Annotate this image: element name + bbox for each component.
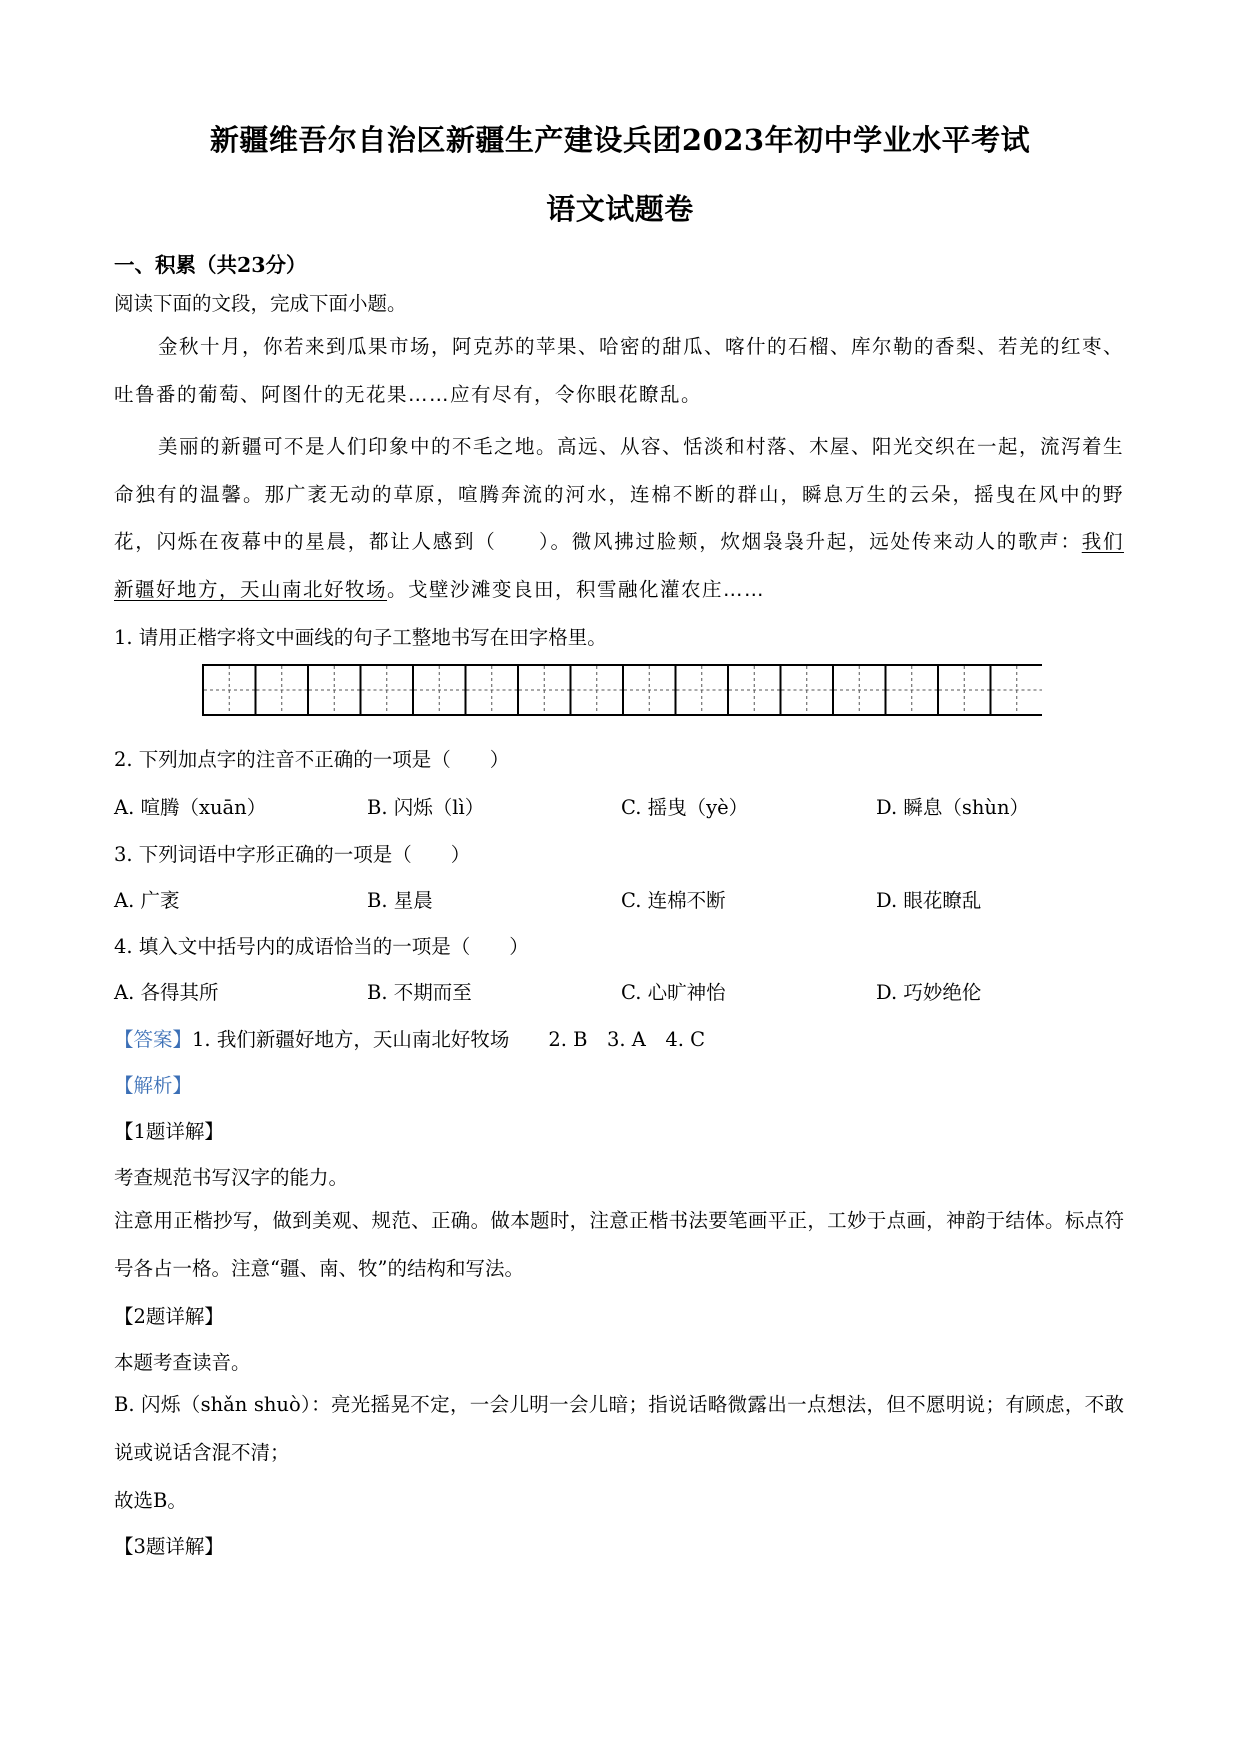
question-4-stem: 4. 填入文中括号内的成语恰当的一项是（ ） (114, 935, 529, 958)
question-1-stem: 1. 请用正楷字将文中画线的句子工整地书写在田字格里。 (114, 626, 607, 649)
grid-cell[interactable] (413, 665, 466, 715)
q4-option-b[interactable]: B. 不期而至 (367, 981, 472, 1004)
q1-detail-paragraph: 注意用正楷抄写，做到美观、规范、正确。做本题时，注意正楷书法要笔画平正，工妙于点画，神韵于结体。标点符号各占一格。注意“疆、南、牧”的结构和写法。 (114, 1209, 1124, 1280)
q2-detail-paragraph: B. 闪烁（shǎn shuò）：亮光摇晃不定，一会儿明一会儿暗；指说话略微露出一点想法，但不愿明说；有顾虑，不敢说或说话含混不清； (114, 1393, 1124, 1464)
q2-option-a[interactable]: A. 喧腾（xuān） (114, 796, 267, 819)
grid-cell[interactable] (466, 665, 519, 715)
passage-paragraph-2 (114, 423, 1124, 613)
q2-option-c[interactable]: C. 摇曳（yè） (621, 796, 749, 819)
q4-option-a[interactable]: A. 各得其所 (114, 981, 219, 1004)
passage-p2-after: 。戈壁沙滩变良田，积雪融化灌农庄…… (387, 577, 766, 601)
q3-option-d[interactable]: D. 眼花瞭乱 (876, 889, 982, 912)
grid-cell[interactable] (728, 665, 781, 715)
grid-cell[interactable] (886, 665, 939, 715)
question-2-stem: 2. 下列加点字的注音不正确的一项是（ ） (114, 748, 510, 771)
grid-cell[interactable] (781, 665, 834, 715)
tianzige-writing-grid[interactable] (202, 664, 1042, 716)
section-heading: 一、积累（共23分） (114, 253, 307, 277)
q2-detail-heading: 【2题详解】 (114, 1305, 224, 1328)
answer-content: 1. 我们新疆好地方，天山南北好牧场 2. B 3. A 4. C (192, 1028, 706, 1051)
q3-option-a[interactable]: A. 广袤 (114, 889, 180, 912)
question-3-stem: 3. 下列词语中字形正确的一项是（ ） (114, 843, 471, 866)
q4-option-d[interactable]: D. 巧妙绝伦 (876, 981, 982, 1004)
grid-cell[interactable] (676, 665, 729, 715)
exam-subtitle: 语文试题卷 (546, 192, 694, 226)
q3-option-c[interactable]: C. 连棉不断 (621, 889, 726, 912)
grid-cell[interactable] (571, 665, 624, 715)
grid-cell[interactable] (623, 665, 676, 715)
passage-p2-before: 美丽的新疆可不是人们印象中的不毛之地。高远、从容、恬淡和村落、木屋、阳光交织在一起，流泻着生命独有的温馨。那广袤无动的草原，喧腾奔流的河水，连棉不断的群山，瞬息万生的云朵，摇曳在风中的野花，闪烁在夜幕中的星晨，都让人感到（ ）。微风拂过脸颊，炊烟袅袅升起，远处传来动人的歌声： (114, 435, 1125, 553)
q1-detail-line: 考查规范书写汉字的能力。 (114, 1166, 349, 1189)
grid-cell[interactable] (938, 665, 991, 715)
grid-cell[interactable] (308, 665, 361, 715)
q4-option-c[interactable]: C. 心旷神怡 (621, 981, 726, 1004)
answer-label: 【答案】 (114, 1028, 193, 1051)
q2-conclusion: 故选B。 (114, 1489, 187, 1512)
grid-cell[interactable] (518, 665, 571, 715)
q2-detail-line: 本题考查读音。 (114, 1351, 251, 1374)
passage-p1-text: 金秋十月，你若来到瓜果市场，阿克苏的苹果、哈密的甜瓜、喀什的石榴、库尔勒的香梨、若羌的红枣、吐鲁番的葡萄、阿图什的无花果……应有尽有，令你眼花瞭乱。 (114, 335, 1125, 406)
exam-title: 新疆维吾尔自治区新疆生产建设兵团2023年初中学业水平考试 (209, 123, 1031, 157)
grid-cell[interactable] (833, 665, 886, 715)
q2-option-d[interactable]: D. 瞬息（shùn） (876, 796, 1030, 819)
passage-paragraph-1 (114, 323, 1124, 419)
grid-cell[interactable] (361, 665, 414, 715)
grid-cell[interactable] (256, 665, 309, 715)
grid-cell[interactable] (991, 665, 1043, 715)
q3-detail-heading: 【3题详解】 (114, 1535, 224, 1558)
reading-instruction: 阅读下面的文段，完成下面小题。 (114, 292, 407, 315)
analysis-label: 【解析】 (114, 1074, 193, 1097)
answer-line (114, 1024, 705, 1052)
q3-option-b[interactable]: B. 星晨 (367, 889, 433, 912)
grid-cell[interactable] (203, 665, 256, 715)
underlined-sentence: 我们新疆好地方，天山南北好牧场 (114, 530, 1124, 601)
q2-option-b[interactable]: B. 闪烁（lì） (367, 796, 485, 819)
q1-detail-heading: 【1题详解】 (114, 1120, 224, 1143)
